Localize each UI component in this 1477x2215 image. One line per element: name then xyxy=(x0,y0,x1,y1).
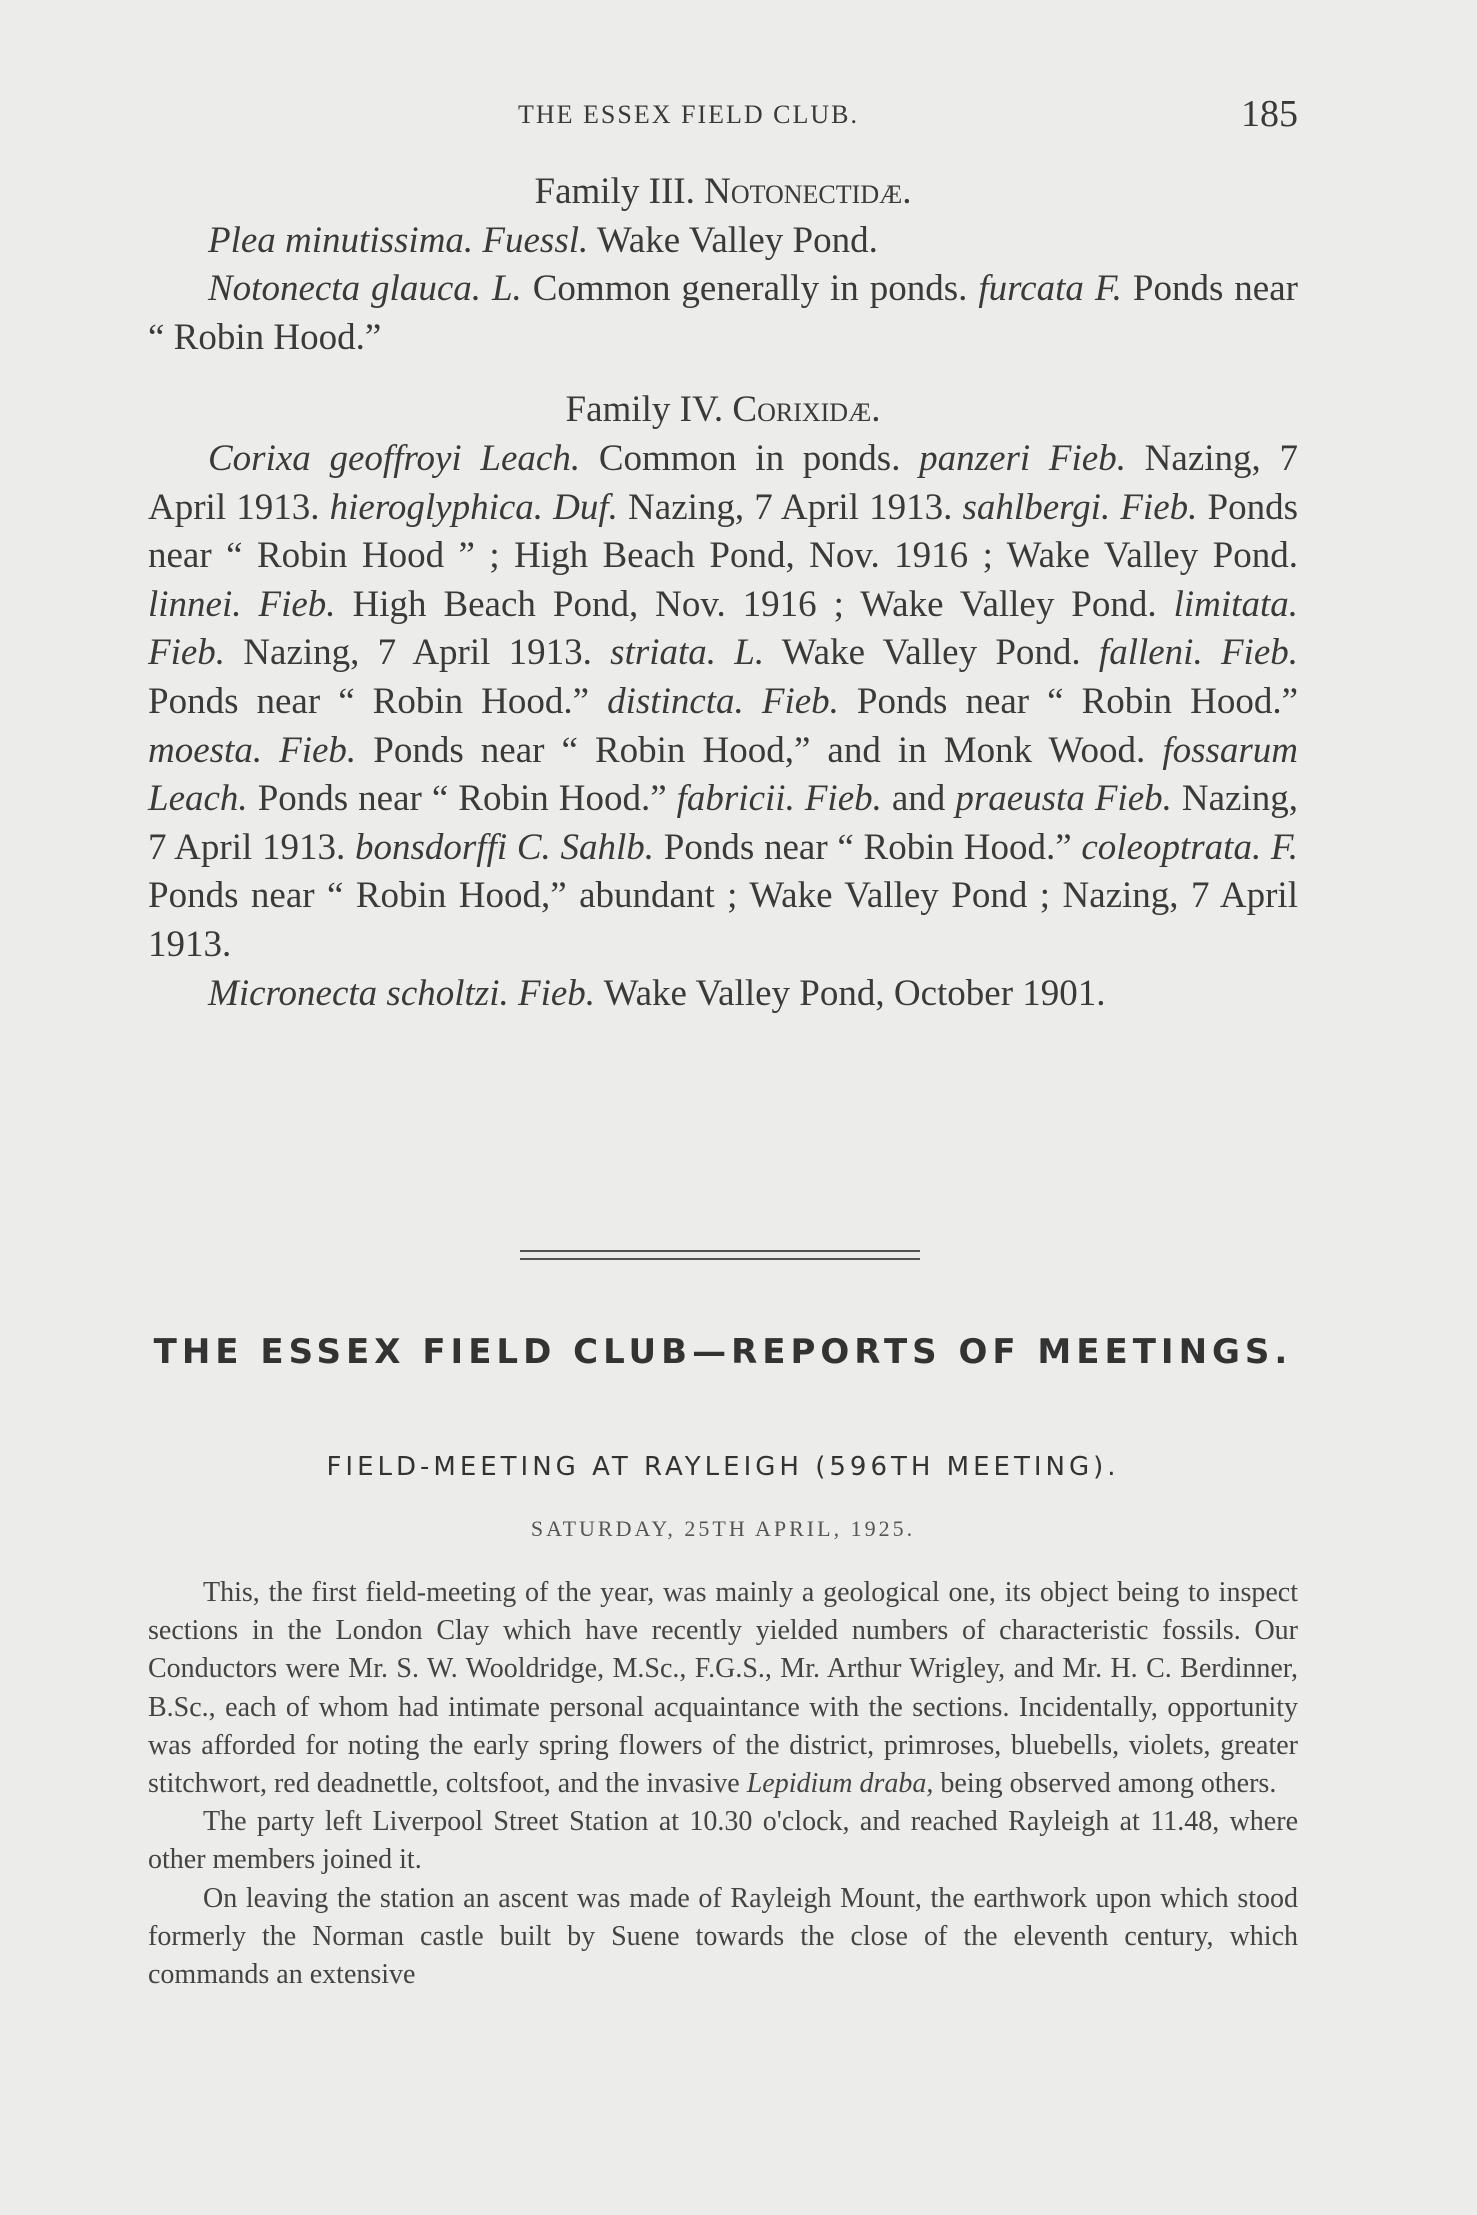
italic-text: fabricii. Fieb. xyxy=(676,778,882,820)
family-prefix: Family III. xyxy=(534,171,695,212)
family-heading-notonectidae xyxy=(148,168,1298,217)
running-head-title: THE ESSEX FIELD CLUB. xyxy=(518,100,859,129)
text-run: Ponds near “ Robin Hood.” xyxy=(247,778,677,820)
italic-text: falleni. Fieb. xyxy=(1098,632,1299,674)
paragraph xyxy=(148,217,1298,266)
paragraph xyxy=(148,265,1298,362)
italic-text: moesta. Fieb. xyxy=(148,729,357,771)
italic-text: praeusta Fieb. xyxy=(955,778,1172,820)
paragraph xyxy=(148,970,1298,1019)
italic-text: linnei. Fieb. xyxy=(148,583,336,625)
corixidae-entries xyxy=(148,435,1298,1018)
text-run: Common generally in ponds. xyxy=(521,268,979,310)
italic-text: fossarum Leach. xyxy=(148,729,1299,820)
paragraph xyxy=(148,1880,1298,1995)
section-heading: THE ESSEX FIELD CLUB—REPORTS OF MEETINGS. xyxy=(153,1332,1293,1372)
paragraph xyxy=(148,435,1298,970)
italic-text: panzeri Fieb. xyxy=(919,437,1126,479)
page-number: 185 xyxy=(1241,93,1298,135)
italic-text: sahlbergi. Fieb. xyxy=(962,486,1198,528)
paragraph xyxy=(148,1803,1298,1879)
text-run: being observed among others. xyxy=(933,1768,1277,1800)
text-run: High Beach Pond, Nov. 1916 ; Wake Valley Pond. xyxy=(335,583,1174,625)
italic-text: Notonecta glauca. L. xyxy=(208,268,522,310)
text-run: Ponds near “ Robin Hood.” xyxy=(148,268,1298,358)
text-run: This, the first field-meeting of the year, was mainly a geological one, its object being to inspect sections in the London Clay which have recently yielded numbers of characteristic fossils. Our Conductors were Mr. S. W. Wooldridge, M.Sc., F.G.S., Mr. Arthur Wrigley, and Mr. H. C. Berdinner, B.Sc., each of whom had intimate personal acquaintance with the sections. Incidentally, opportunity was afforded for noting the early spring flowers of the district, primroses, bluebells, violets, greater stitchwort, red deadnettle, coltsfoot, and the invasive xyxy=(148,1577,1298,1800)
family-prefix: Family IV. xyxy=(565,389,724,431)
text-run: Wake Valley Pond, October 1901. xyxy=(595,972,1106,1014)
family-heading-corixidae xyxy=(148,386,1298,435)
italic-text: Lepidium draba, xyxy=(746,1768,934,1800)
text-run: Ponds near “ Robin Hood ” ; High Beach Pond, Nov. 1916 ; Wake Valley Pond. xyxy=(148,486,1299,577)
text-run: Ponds near “ Robin Hood.” xyxy=(654,826,1082,868)
paragraph xyxy=(148,1574,1298,1803)
text-run: Ponds near “ Robin Hood,” and in Monk Wood. xyxy=(356,729,1163,771)
italic-text: bonsdorffi C. Sahlb. xyxy=(355,826,655,868)
text-run: On leaving the station an ascent was made of Rayleigh Mount, the earthwork upon which stood formerly the Norman castle built by Suene towards the close of the eleventh century, which commands an extensive xyxy=(148,1882,1298,1991)
meeting-heading: FIELD-MEETING AT RAYLEIGH (596TH MEETING). xyxy=(326,1452,1120,1482)
italic-text: hieroglyphica. Duf. xyxy=(329,486,618,528)
italic-text: striata. L. xyxy=(610,632,765,674)
text-run: Wake Valley Pond. xyxy=(588,219,878,261)
notonectidae-entries xyxy=(148,217,1298,363)
text-run: Nazing, 7 April 1913. xyxy=(148,778,1298,868)
italic-text: Micronecta scholtzi. Fieb. xyxy=(208,972,596,1014)
italic-text: Plea minutissima. Fuessl. xyxy=(208,219,589,261)
text-run: Ponds near “ Robin Hood,” abundant ; Wake Valley Pond ; Nazing, 7 April 1913. xyxy=(148,875,1298,965)
running-head xyxy=(148,92,1298,142)
text-run: Nazing, 7 April 1913. xyxy=(225,632,611,674)
divider-line xyxy=(520,1258,920,1260)
meeting-date: SATURDAY, 25TH APRIL, 1925. xyxy=(530,1516,916,1541)
text-run: Nazing, 7 April 1913. xyxy=(617,486,963,528)
text-run: Ponds near “ Robin Hood.” xyxy=(838,680,1298,722)
family-name: Corixidæ. xyxy=(732,389,881,431)
text-run: Ponds near “ Robin Hood.” xyxy=(148,680,608,722)
italic-text: furcata F. xyxy=(978,268,1122,310)
italic-text: Corixa geoffroyi Leach. xyxy=(208,437,581,479)
family-name: Notonectidæ. xyxy=(704,171,912,212)
species-list xyxy=(148,168,1298,1018)
section-divider xyxy=(0,1250,1477,1266)
meeting-report xyxy=(148,1574,1298,1994)
italic-text: coleoptrata. F. xyxy=(1081,826,1299,868)
text-run: and xyxy=(881,778,956,820)
italic-text: limitata. Fieb. xyxy=(148,583,1298,674)
divider-line xyxy=(520,1250,920,1252)
text-run: The party left Liverpool Street Station at 10.30 o'clock, and reached Rayleigh at 11.48, where other members joined it. xyxy=(148,1806,1298,1876)
italic-text: distincta. Fieb. xyxy=(607,680,839,722)
text-run: Nazing, 7 April 1913. xyxy=(148,437,1298,528)
text-run: Wake Valley Pond. xyxy=(764,632,1099,674)
text-run: Common in ponds. xyxy=(580,437,920,479)
